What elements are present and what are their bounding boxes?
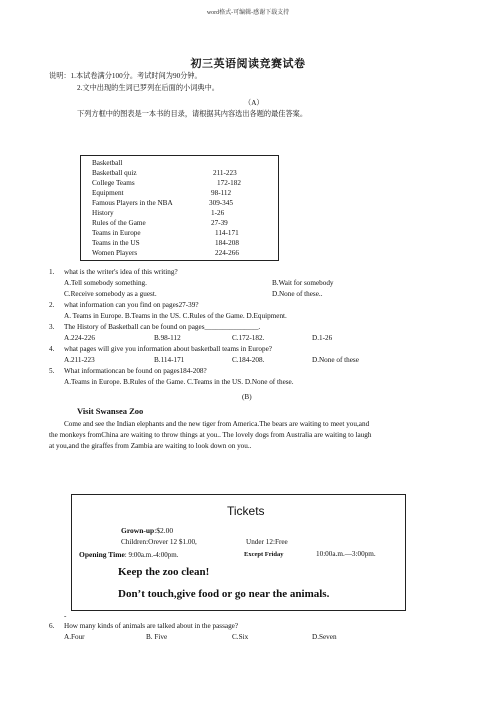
toc-pages: 211-223 — [213, 169, 237, 177]
section-a-label: （A） — [244, 99, 264, 107]
tickets-title: Tickets — [227, 504, 265, 518]
question-number: 6. — [49, 622, 55, 630]
tickets-box — [71, 494, 406, 611]
option: B.98-112 — [154, 334, 181, 342]
passage-heading: Visit Swansea Zoo — [77, 406, 144, 416]
toc-item: Basketball quiz — [92, 169, 137, 177]
question-text: what pages will give you information about basketball teams in Europe? — [64, 345, 272, 353]
toc-item: Women Players — [92, 249, 138, 257]
grown-up-label: Grown-up — [121, 526, 155, 535]
option: C.Receive somebody as a guest. — [64, 290, 157, 298]
page-title: 初三英语阅读竞赛试卷 — [190, 58, 306, 70]
question-text: What informationcan be found on pages184-208? — [64, 367, 207, 375]
option: C.172-182. — [232, 334, 265, 342]
stray-dot: - — [64, 612, 67, 620]
section-a-instruction: 下列方框中的图表是一本书的目录，请根据其内容选出各题的最佳答案。 — [77, 110, 308, 118]
toc-item: Teams in Europe — [92, 229, 141, 237]
option: C.Six — [232, 633, 249, 641]
notice-line-2: Don’t touch,give food or go near the animals. — [118, 588, 330, 600]
question-number: 2. — [49, 301, 55, 309]
option: A.Four — [64, 633, 85, 641]
page-header: word格式-可编辑-感谢下载支持 — [206, 10, 290, 16]
note-2: 2.文中出现的生词已罗列在后面的小词典中。 — [77, 84, 219, 92]
option: A. Teams in Europe. B.Teams in the US. C.Rules of the Game. D.Equipment. — [64, 312, 287, 320]
question-number: 3. — [49, 323, 55, 331]
grown-up-price — [121, 526, 173, 535]
toc-pages: 184-208 — [215, 239, 239, 247]
question-text: what is the writer's idea of this writing? — [64, 268, 178, 276]
notice-line-1: Keep the zoo clean! — [118, 566, 210, 578]
opening-time — [79, 550, 178, 559]
option: D.1-26 — [312, 334, 333, 342]
toc-box — [80, 155, 279, 261]
option: A.Teams in Europe. B.Rules of the Game. C.Teams in the US. D.None of these. — [64, 378, 294, 386]
option: D.None of these.. — [272, 290, 323, 298]
option: B. Five — [146, 633, 168, 641]
toc-item: Rules of the Game — [92, 219, 146, 227]
toc-pages: 114-171 — [215, 229, 239, 237]
option: B.Wait for somebody — [272, 279, 334, 287]
children-price: Children:Orever 12 $1.00, — [121, 538, 197, 546]
toc-pages: 98-112 — [211, 189, 232, 197]
toc-item: Basketball — [92, 159, 123, 167]
passage-line: the monkeys fromChina are waiting to throw things at you.. The lovely dogs from Australia are waiting to laugh — [49, 431, 372, 439]
opening-time-label: Opening Time — [79, 550, 125, 559]
opening-time-value: : 9:00a.m.-4:00pm. — [124, 551, 179, 559]
question-text: How many kinds of animals are talked about in the passage? — [64, 622, 239, 630]
question-number: 4. — [49, 345, 55, 353]
toc-item: Famous Players in the NBA — [92, 199, 173, 207]
question-number: 5. — [49, 367, 55, 375]
passage-line: at you,and the giraffes from Zambia are waiting to look down on you.. — [49, 442, 252, 450]
passage-line: Come and see the Indian elephants and the new tiger from America.The bears are waiting to meet you,and — [64, 420, 370, 428]
section-b-label: (B) — [242, 393, 252, 401]
option: D.Seven — [312, 633, 337, 641]
option: C.184-208. — [232, 356, 265, 364]
option: A.Tell somebody something. — [64, 279, 147, 287]
under-12-price: Under 12:Free — [246, 538, 288, 546]
question-number: 1. — [49, 268, 55, 276]
toc-item: College Teams — [92, 179, 135, 187]
option: A.224-226 — [64, 334, 95, 342]
except-friday-time: 10:00a.m.—3:00pm. — [316, 550, 376, 558]
except-friday: Except Friday — [244, 551, 284, 558]
question-text: The History of Basketball can be found on pages_______________. — [64, 323, 261, 331]
toc-pages: 309-345 — [209, 199, 233, 207]
toc-item: History — [92, 209, 114, 217]
option: B.114-171 — [154, 356, 185, 364]
note-1: 说明：1.本试卷满分100分。考试时间为90分钟。 — [49, 72, 202, 80]
toc-item: Equipment — [92, 189, 124, 197]
option: A.211-223 — [64, 356, 95, 364]
toc-pages: 224-266 — [215, 249, 239, 257]
grown-up-value: :$2.00 — [154, 526, 174, 535]
toc-pages: 27-39 — [211, 219, 228, 227]
option: D.None of these — [312, 356, 359, 364]
question-text: what information can you find on pages27-39? — [64, 301, 199, 309]
toc-item: Teams in the US — [92, 239, 140, 247]
toc-pages: 1-26 — [211, 209, 225, 217]
toc-pages: 172-182 — [217, 179, 241, 187]
